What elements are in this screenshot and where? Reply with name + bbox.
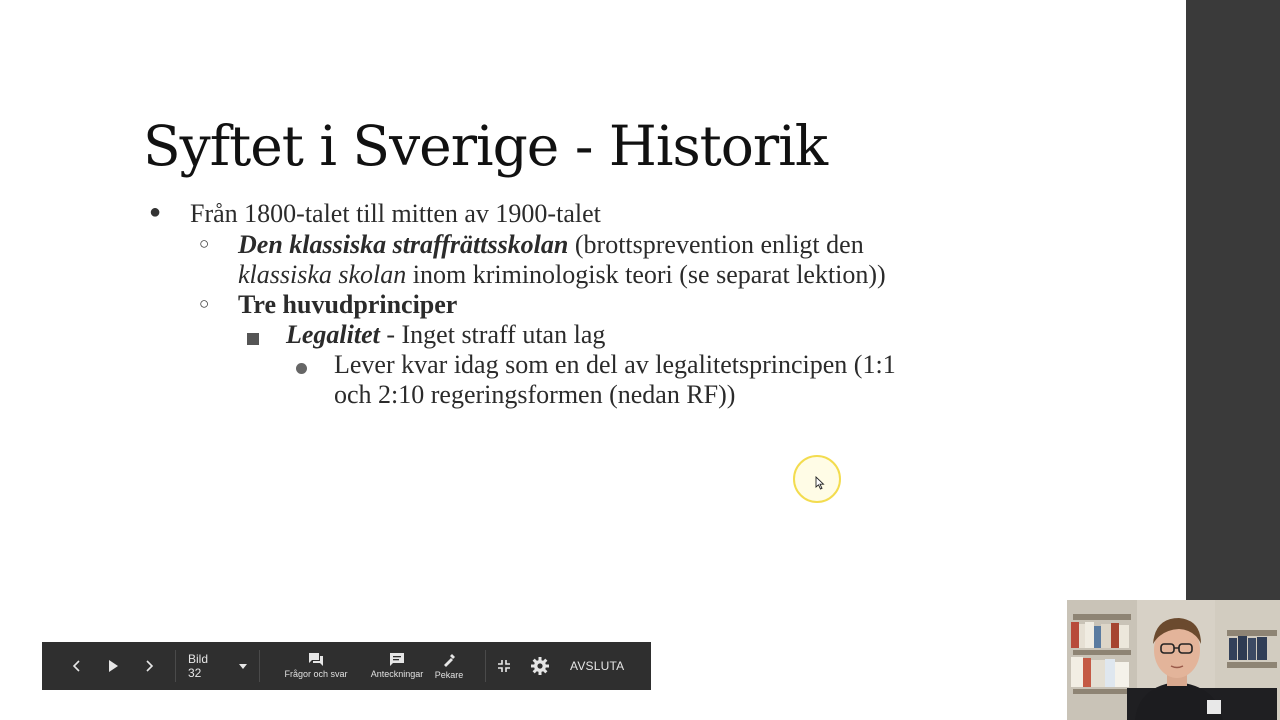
exit-fullscreen-button[interactable] (486, 642, 522, 690)
mouse-cursor-icon (815, 476, 825, 490)
notes-icon (390, 653, 404, 666)
principle-description: - Inget straff utan lag (379, 320, 606, 349)
bullet-level2-principles: Tre huvudprinciper (238, 290, 458, 319)
slide-number-label: Bild 32 (188, 652, 209, 680)
chat-icon (309, 653, 323, 666)
notes-button[interactable] (372, 642, 422, 690)
bullet-level2-item-continued (238, 260, 886, 290)
bullet-level2-item (238, 230, 864, 260)
pointer-button[interactable] (422, 642, 476, 690)
exit-fullscreen-icon (498, 660, 510, 672)
play-button[interactable] (95, 642, 131, 690)
slide-title: Syftet i Sverige - Historik (143, 114, 828, 178)
school-italic-term: klassiska skolan (238, 260, 407, 289)
school-description-continued: inom kriminologisk teori (se separat lektion)) (406, 260, 886, 289)
notes-label: Anteckningar (370, 669, 424, 679)
bullet-dot-icon (296, 363, 307, 374)
presenter-video-image (1067, 600, 1280, 720)
chevron-left-icon (72, 660, 82, 672)
webcam-video (1067, 600, 1280, 720)
chevron-right-icon (144, 660, 154, 672)
previous-slide-button[interactable] (59, 642, 95, 690)
principle-name: Legalitet (286, 320, 380, 349)
bullet-level4-text: Lever kvar idag som en del av legalitetsprincipen (1:1 (334, 350, 896, 379)
settings-button[interactable] (522, 642, 558, 690)
gear-icon (531, 657, 549, 675)
play-icon (108, 660, 118, 672)
caret-down-icon (239, 664, 247, 669)
bullet-filled-icon: ● (149, 201, 162, 223)
qa-button[interactable] (260, 642, 372, 690)
end-presentation-button[interactable]: AVSLUTA (570, 659, 625, 673)
school-description: (brottsprevention enligt den (568, 230, 864, 259)
next-slide-button[interactable] (131, 642, 167, 690)
school-name: Den klassiska straffrättsskolan (238, 230, 569, 259)
presenter-toolbar (42, 642, 651, 690)
slide-number-dropdown[interactable] (176, 642, 259, 690)
laser-pointer-icon (442, 653, 456, 667)
pointer-label: Pekare (434, 669, 464, 680)
bullet-hollow-icon: ○ (199, 234, 210, 253)
bullet-level4-text-continued: och 2:10 regeringsformen (nedan RF)) (334, 380, 736, 409)
bullet-square-icon (247, 333, 259, 345)
bullet-level3-item (286, 320, 605, 350)
qa-label: Frågor och svar (284, 669, 348, 679)
bullet-hollow-icon: ○ (199, 294, 210, 313)
bullet-level1-text: Från 1800-talet till mitten av 1900-talet (190, 199, 601, 228)
